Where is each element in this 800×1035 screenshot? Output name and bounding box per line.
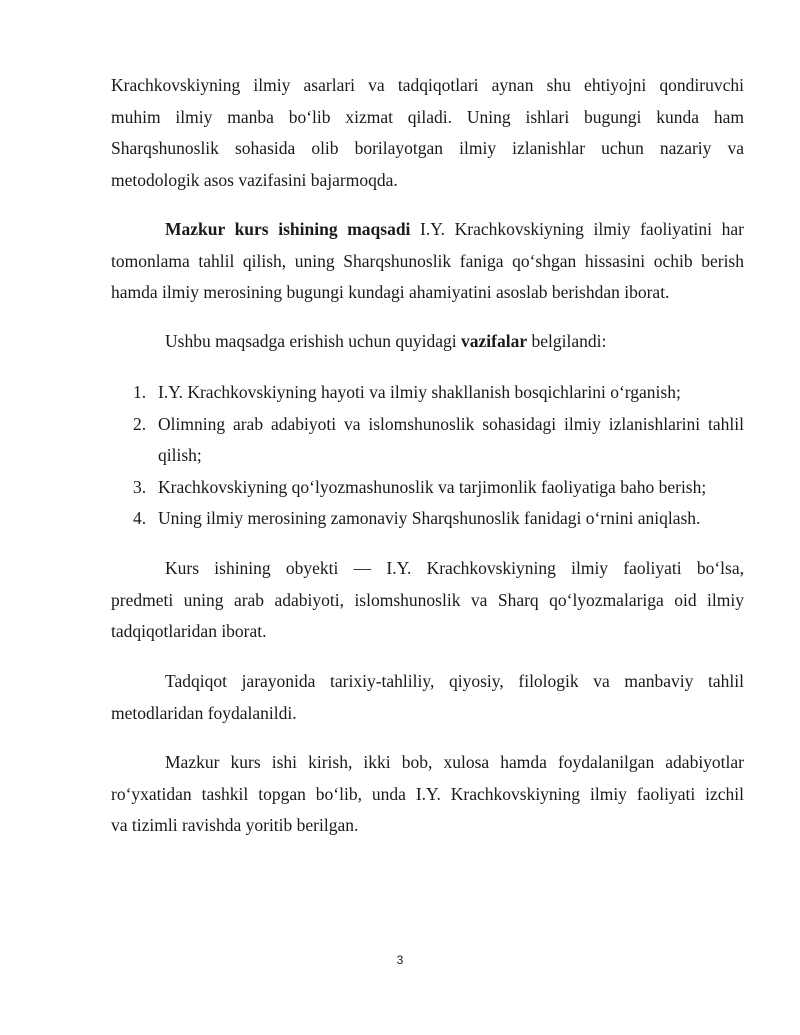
list-item-text: Olimning arab adabiyoti va islomshunoslik sohasidagi ilmiy izlanishlarini tahlil — [158, 413, 744, 434]
paragraph-structure — [111, 747, 744, 842]
list-item-text: I.Y. Krachkovskiyning hayoti va ilmiy shakllanish bosqichlarini o‘rganish; — [158, 382, 681, 402]
text-line: tadqiqotlaridan iborat. — [111, 621, 267, 641]
text-line: metodlaridan foydalanildi. — [111, 702, 297, 723]
structure-text: Mazkur kurs ishi kirish, ikki bob, xulosa hamda foydalanilgan adabiyotlar — [165, 752, 744, 772]
methods-text: Tadqiqot jarayonida tarixiy-tahliliy, qiyosiy, filologik va manbaviy tahlil — [165, 671, 744, 691]
list-item — [133, 409, 744, 472]
text-line — [111, 747, 744, 779]
list-number: 1. — [133, 382, 147, 402]
text-line: Sharqshunoslik sohasida olib borilayotgan ilmiy izlanishlar uchun nazariy va — [111, 138, 744, 158]
text-line — [111, 214, 744, 246]
list-item-text: Krachkovskiyning qo‘lyozmashunoslik va tarjimonlik faoliyatiga baho berish; — [158, 476, 707, 497]
tasks-intro-text: Ushbu maqsadga erishish uchun quyidagi — [165, 331, 461, 351]
text-line: hamda ilmiy merosining bugungi kundagi ahamiyatini asoslab berishdan iborat. — [111, 282, 670, 302]
list-item-text: qilish; — [158, 445, 202, 465]
list-number: 2. — [133, 413, 147, 434]
paragraph-aim — [111, 214, 744, 309]
text-line — [111, 326, 744, 358]
aim-heading: Mazkur kurs ishining maqsadi — [165, 219, 411, 239]
text-line: predmeti uning arab adabiyoti, islomshunoslik va Sharq qo‘lyozmalariga oid ilmiy — [111, 589, 744, 610]
page-number: 3 — [396, 953, 404, 967]
text-line: Krachkovskiyning ilmiy asarlari va tadqiqotlari aynan shu ehtiyojni qondiruvchi — [111, 75, 744, 95]
text-line: metodologik asos vazifasini bajarmoqda. — [111, 169, 398, 190]
paragraph-tasks-intro — [111, 326, 744, 358]
paragraph-object — [111, 553, 744, 648]
text-line — [111, 553, 744, 585]
tasks-list — [133, 377, 744, 535]
tasks-intro-end: belgilandi: — [527, 331, 607, 351]
list-item — [133, 503, 744, 535]
list-number: 4. — [133, 508, 147, 528]
text-line: muhim ilmiy manba bo‘lib xizmat qiladi. Uning ishlari bugungi kunda ham — [111, 106, 744, 127]
list-item-text: Uning ilmiy merosining zamonaviy Sharqshunoslik fanidagi o‘rnini aniqlash. — [158, 508, 701, 528]
tasks-heading: vazifalar — [461, 331, 528, 351]
list-item — [133, 377, 744, 409]
list-item — [133, 472, 744, 504]
aim-text: I.Y. Krachkovskiyning ilmiy faoliyatini har — [410, 219, 744, 239]
text-line: va tizimli ravishda yoritib berilgan. — [111, 815, 359, 835]
paragraph-methods — [111, 666, 744, 729]
text-line — [111, 666, 744, 698]
text-line: tomonlama tahlil qilish, uning Sharqshunoslik faniga qo‘shgan hissasini ochib berish — [111, 250, 744, 271]
object-text: Kurs ishining obyekti — I.Y. Krachkovskiyning ilmiy faoliyati bo‘lsa, — [165, 558, 744, 578]
list-number: 3. — [133, 476, 147, 497]
text-line: ro‘yxatidan tashkil topgan bo‘lib, unda I.Y. Krachkovskiyning ilmiy faoliyati izchil — [111, 783, 744, 804]
paragraph-intro-continuation — [111, 70, 744, 196]
